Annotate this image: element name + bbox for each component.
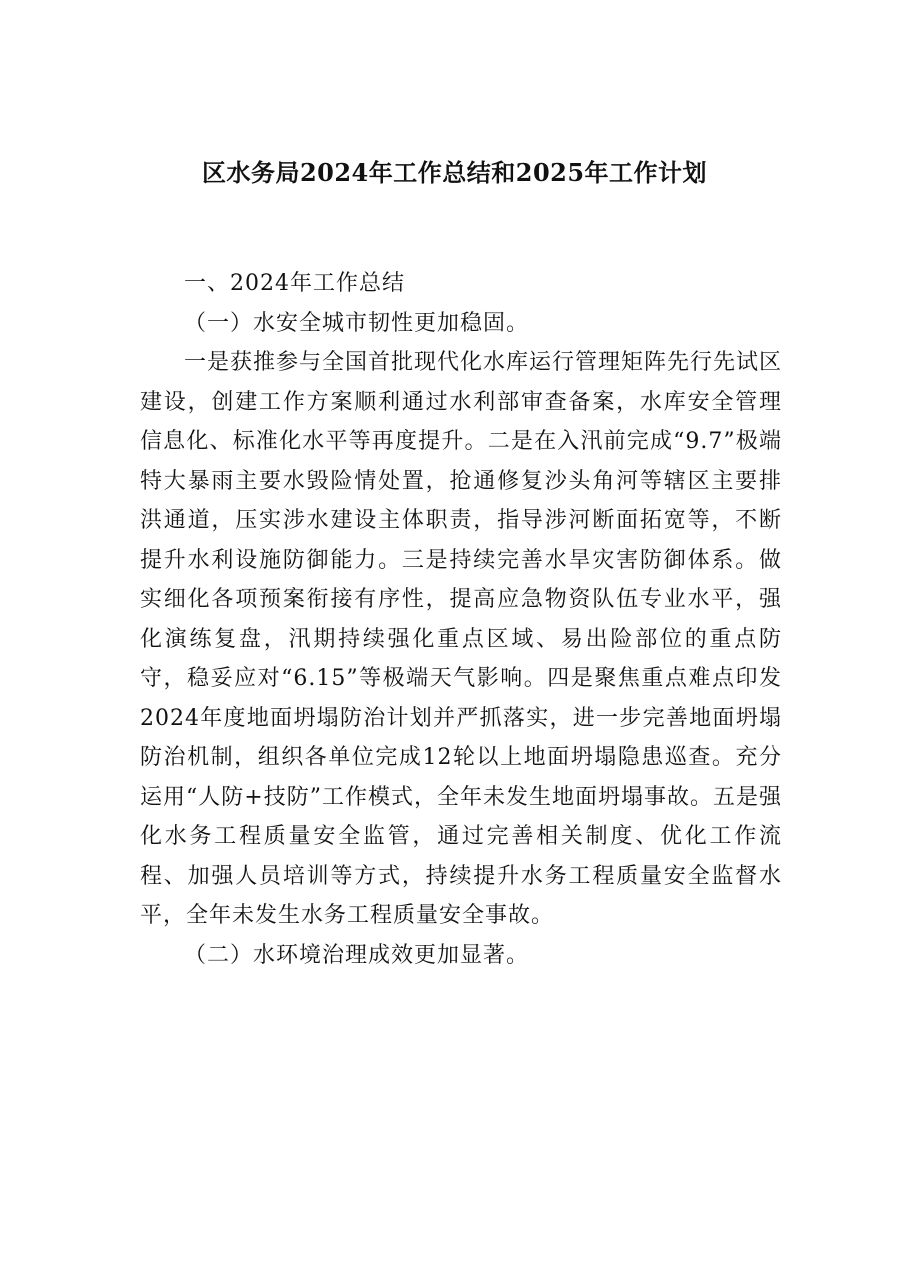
document-title: 区水务局2024年工作总结和2025年工作计划 [201,158,708,187]
section-heading-summary: 一、2024年工作总结 [184,271,405,296]
document-body [140,264,782,975]
body-paragraph: 一是获推参与全国首批现代化水库运行管理矩阵先行先试区建设，创建工作方案顺利通过水利部审查备案，水库安全管理信息化、标准化水平等再度提升。二是在入汛前完成“9.7”极端特大暴雨主要水毁险情处置，抢通修复沙头角河等辖区主要排洪通道，压实涉水建设主体职责，指导涉河断面拓宽等，不断提升水利设施防御能力。三是持续完善水旱灾害防御体系。做实细化各项预案衔接有序性，提高应急物资队伍专业水平，强化演练复盘，汛期持续强化重点区域、易出险部位的重点防守，稳妥应对“6.15”等极端天气影响。四是聚焦重点难点印发2024年度地面坍塌防治计划并严抓落实，进一步完善地面坍塌防治机制，组织各单位完成12轮以上地面坍塌隐患巡查。充分运用“人防+技防”工作模式，全年未发生地面坍塌事故。五是强化水务工程质量安全监管，通过完善相关制度、优化工作流程、加强人员培训等方式，持续提升水务工程质量安全监督水平，全年未发生水务工程质量安全事故。 [140,350,783,928]
subsection-heading-water-safety: （一）水安全城市韧性更加稳固。 [184,310,530,336]
subsection-heading-water-environment: （二）水环境治理成效更加显著。 [184,942,530,968]
